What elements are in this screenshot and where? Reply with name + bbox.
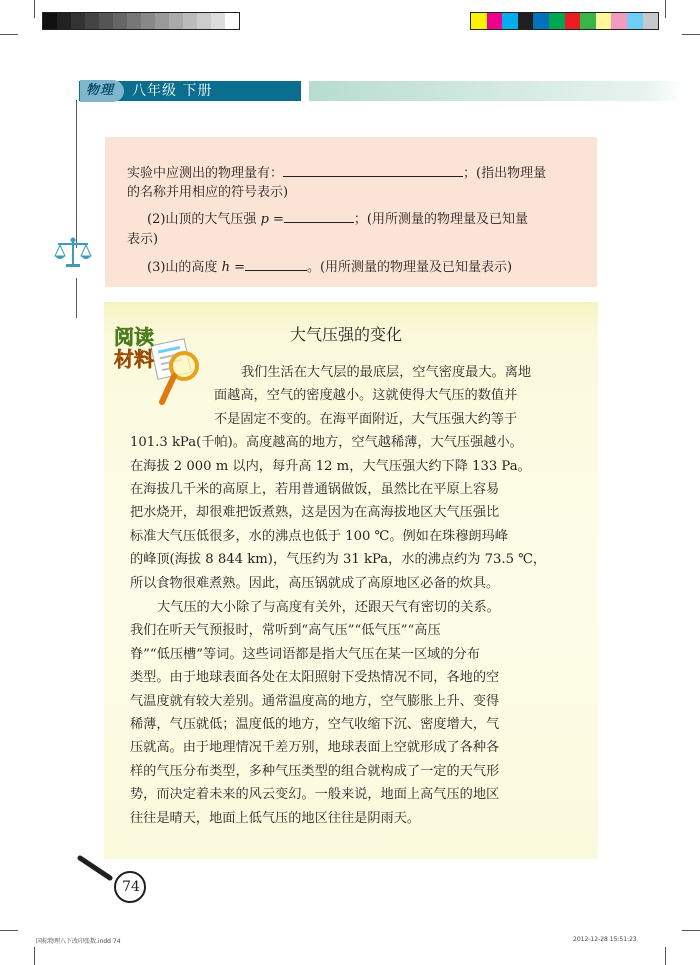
header-strip	[309, 81, 683, 101]
paragraph-line: 往往是晴天，地面上低气压的地区往往是阴雨天。	[130, 810, 421, 826]
color-calibration-bar	[470, 12, 659, 30]
paragraph-line: 不是固定不变的。在海平面附近，大气压强大约等于	[214, 411, 518, 427]
grade-label: 八年级 下册	[132, 83, 213, 99]
exercise-line: (3)山的高度 h = 。(用所测量的物理量及已知量表示)	[147, 256, 512, 276]
paragraph-line: 面越高，空气的密度越小。这就使得大气压的数值并	[214, 388, 518, 404]
paragraph-line: 在海拔几千米的高原上，若用普通锅做饭，虽然比在平原上容易	[130, 482, 500, 497]
paragraph-line: 稀薄，气压就低；温度低的地方，空气收缩下沉、密度增大，气	[130, 717, 500, 732]
paragraph-line: 大气压的大小除了与高度有关外，还跟天气有密切的关系。	[157, 600, 500, 615]
paragraph-line: 101.3 kPa(千帕)。高度越高的地方，空气越稀薄，大气压强越小。	[130, 435, 523, 451]
reading-title: 大气压强的变化	[290, 325, 403, 344]
subject-badge: 物理	[80, 80, 124, 102]
paragraph-line: 把水烧开，却很难把饭煮熟，这是因为在高海拔地区大气压强比	[130, 505, 500, 521]
paragraph-line: 势，而决定着未来的风云变幻。一般来说，地面上高气压的地区	[130, 787, 500, 803]
crop-mark	[682, 930, 700, 931]
paragraph-line: 压就高。由于地理情况千差万别，地球表面上空就形成了各种各	[130, 740, 500, 756]
grayscale-calibration-bar	[42, 12, 240, 30]
print-timestamp: 2012-12-28 15:51:23	[573, 936, 637, 943]
exercise-line: 实验中应测出的物理量有： ；(指出物理量	[127, 162, 546, 182]
margin-line	[76, 278, 77, 318]
paragraph-line: 样的气压分布类型，多种气压类型的组合就构成了一定的天气形	[130, 763, 500, 779]
paragraph-line: 在海拔 2 000 m 以内，每升高 12 m，大气压强大约下降 133 Pa。	[130, 458, 531, 474]
crop-mark	[665, 0, 666, 18]
exercise-line: 的名称并用相应的符号表示)	[127, 185, 289, 200]
paragraph-line: 气温度就有较大差别。通常温度高的地方，空气膨胀上升、变得	[130, 693, 500, 709]
paragraph-line: 标准大气压低很多，水的沸点也低于 100 ℃。例如在珠穆朗玛峰	[130, 528, 508, 544]
paragraph-line: 我们在听天气预报时，常听到“高气压”“低气压”“高压	[130, 623, 441, 639]
answer-blank	[245, 256, 307, 271]
crop-mark	[34, 0, 35, 18]
exercise-line: 表示)	[127, 232, 159, 247]
paragraph-line: 的峰顶(海拔 8 844 km)，气压约为 31 kPa，水的沸点约为 73.5 ℃，	[130, 552, 547, 568]
paragraph-line: 脊”“低压槽”等词。这些词语都是指大气压在某一区域的分布	[130, 646, 480, 662]
crop-mark	[682, 34, 700, 35]
margin-line	[76, 100, 77, 248]
crop-mark	[665, 947, 666, 965]
page-number: 74	[122, 879, 140, 895]
answer-blank	[283, 162, 463, 177]
print-file-info: 国标物理八下改印张数.indd 74	[36, 938, 121, 945]
paragraph-line: 我们生活在大气层的最底层，空气密度最大。离地	[241, 365, 532, 380]
badge-top-text: 阅读	[114, 325, 154, 349]
reading-material-badge	[112, 322, 212, 408]
badge-bottom-text: 材料	[114, 347, 154, 371]
paragraph-line: 类型。由于地球表面各处在太阳照射下受热情况不同，各地的空	[130, 670, 500, 686]
crop-mark	[0, 930, 18, 931]
exercise-line: (2)山顶的大气压强 p = ；(用所测量的物理量及已知量	[147, 208, 528, 228]
paragraph-line: 所以食物很难煮熟。因此，高压锅就成了高原地区必备的炊具。	[130, 575, 500, 591]
crop-mark	[34, 947, 35, 965]
crop-mark	[0, 34, 18, 35]
balance-scale-icon	[54, 237, 92, 269]
answer-blank	[284, 208, 354, 223]
